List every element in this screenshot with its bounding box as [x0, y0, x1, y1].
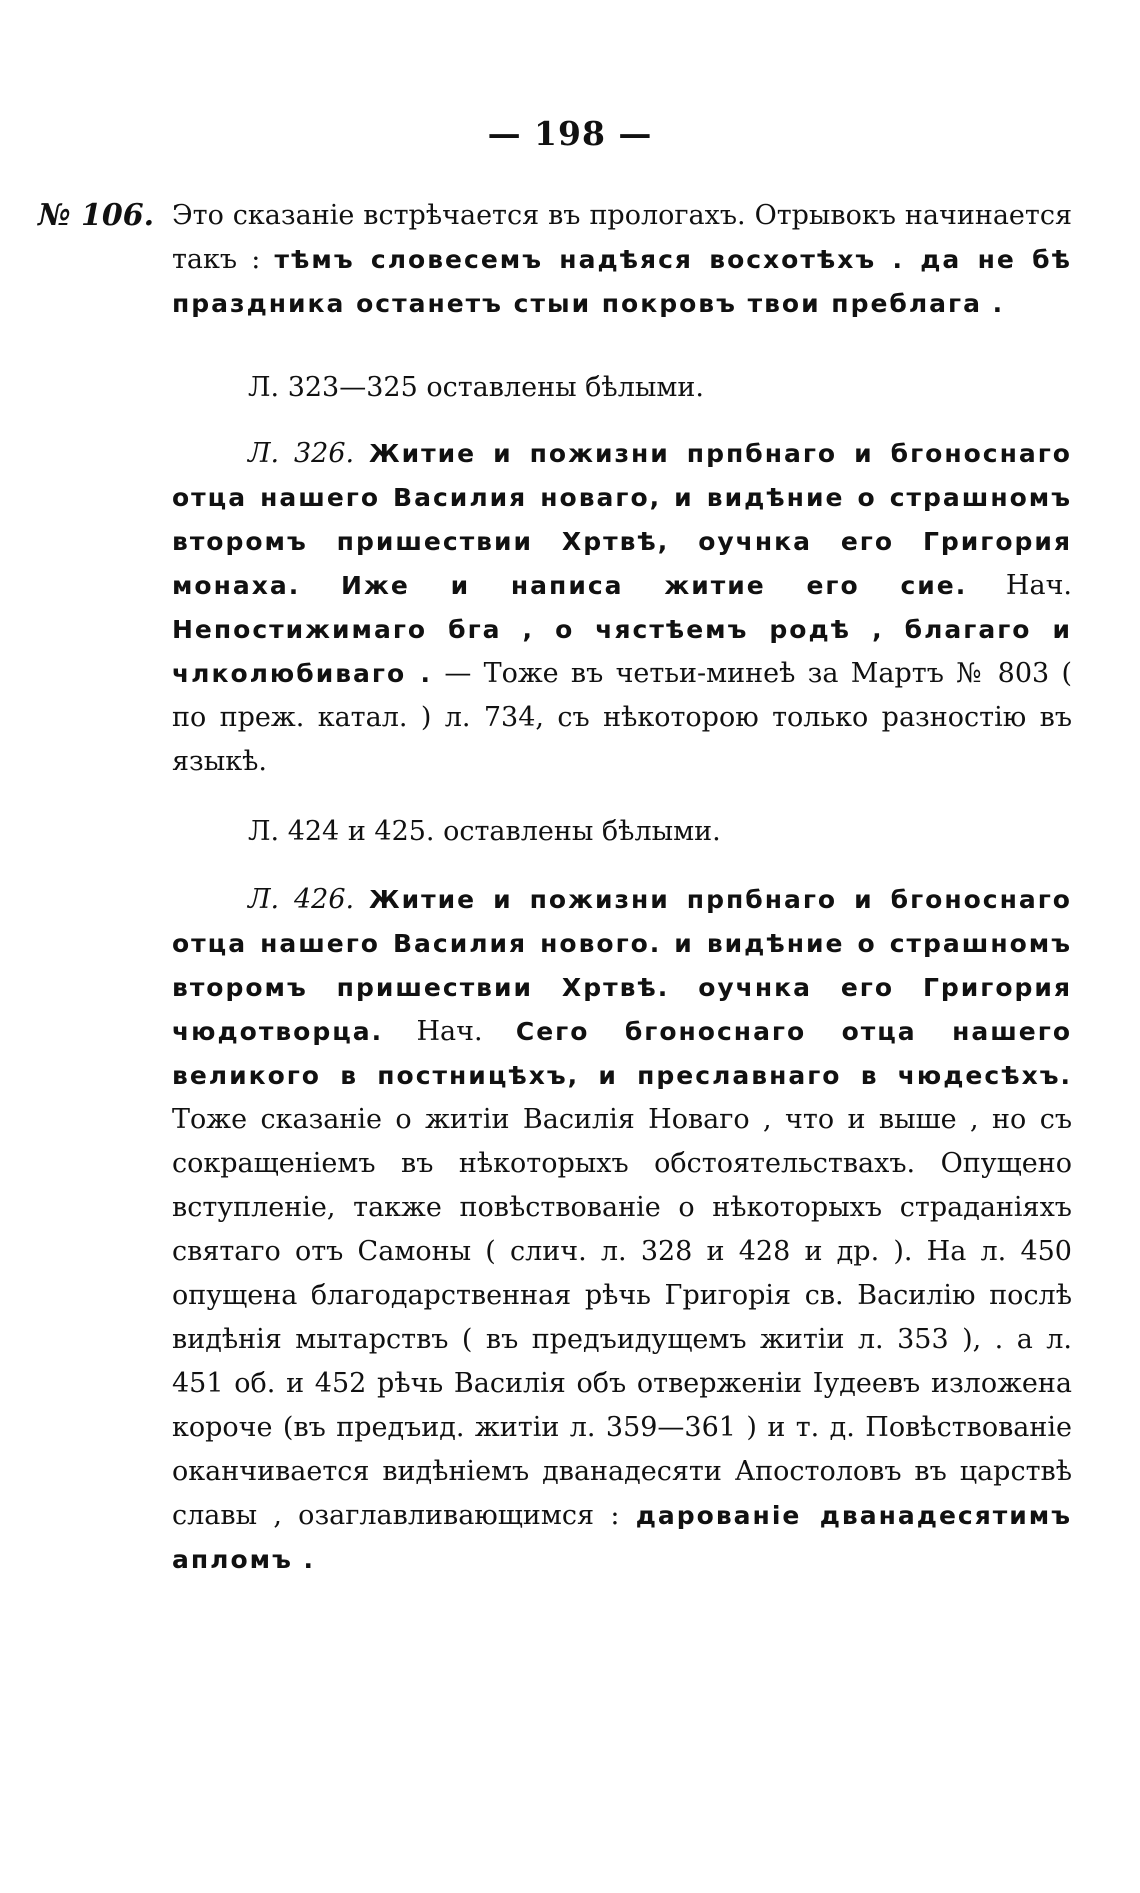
church-slavonic-incipit: Сего бгоноснаго отца нашего великого в постницѣхъ, и преславнаго в чюдесѣхъ. [172, 1017, 1072, 1090]
church-slavonic-incipit: Непостижимаго бга , о чястѣемъ родѣ , благаго и члколюбиваго . [172, 615, 1072, 688]
paragraph-folio-426 [172, 878, 1072, 1582]
paragraph-blank-folios-323 [172, 366, 1072, 410]
paragraph-text: Тоже сказаніе о житіи Василія Новаго , что и выше , но съ сокращеніемъ въ нѣкоторыхъ обстоятельствахъ. Опущено вступленіе, также повѣствованіе о нѣкоторыхъ страданіяхъ святаго отъ Самоны ( слич. л. 328 и 428 и др. ). На л. 450 опущена благодарственная рѣчь Григорія св. Василію послѣ видѣнія мытарствъ ( въ предъидущемъ житіи л. 353 ), . а л. 451 об. и 452 рѣчь Василія объ отверженіи Іудеевъ изложена короче (въ предъид. житіи л. 359—361 ) и т. д. Повѣствованіе оканчивается видѣніемъ дванадесяти Апостоловъ въ царствѣ славы , озаглавливающимся : [172, 1104, 1072, 1531]
paragraph-blank-folios-424 [172, 810, 1072, 854]
incipit-label: Нач. [1005, 570, 1072, 601]
paragraph-text: — Тоже въ четьи-минеѣ за Мартъ № 803 ( по преж. катал. ) л. 734, съ нѣкоторою только разностію въ языкѣ. [172, 658, 1073, 777]
church-slavonic-quote: тѣмъ словесемъ надѣяся восхотѣхъ . да не бѣ праздника останетъ стыи покровъ твои преблага . [172, 245, 1072, 318]
church-slavonic-heading: дарованіе дванадесятимъ апломъ . [172, 1501, 1072, 1574]
folio-reference: Л. 326. [248, 438, 355, 469]
page-number: — 198 — [487, 114, 653, 153]
paragraph-text: Л. 323—325 оставлены бѣлыми. [248, 372, 704, 403]
church-slavonic-title: Житие и пожизни прпбнаго и бгоноснаго отца нашего Василия новаго, и видѣние о страшномъ второмъ пришествии Хртвѣ, оучнка его Григория монаха. Иже и написа житие его сие. [172, 439, 1072, 600]
paragraph-folio-326 [172, 432, 1072, 784]
paragraph-text: Л. 424 и 425. оставлены бѣлыми. [248, 816, 721, 847]
paragraph-entry-106 [172, 194, 1072, 326]
church-slavonic-title: Житие и пожизни прпбнаго и бгоноснаго отца нашего Василия нового. и видѣние о страшномъ второмъ пришествии Хртвѣ. оучнка его Григория чюдотворца. [172, 885, 1072, 1046]
incipit-label: Нач. [416, 1016, 483, 1047]
paragraph-text: Это сказаніе встрѣчается въ прологахъ. Отрывокъ начинается такъ : [172, 200, 1072, 275]
entry-number: № 106. [38, 198, 155, 233]
folio-reference: Л. 426. [248, 884, 355, 915]
